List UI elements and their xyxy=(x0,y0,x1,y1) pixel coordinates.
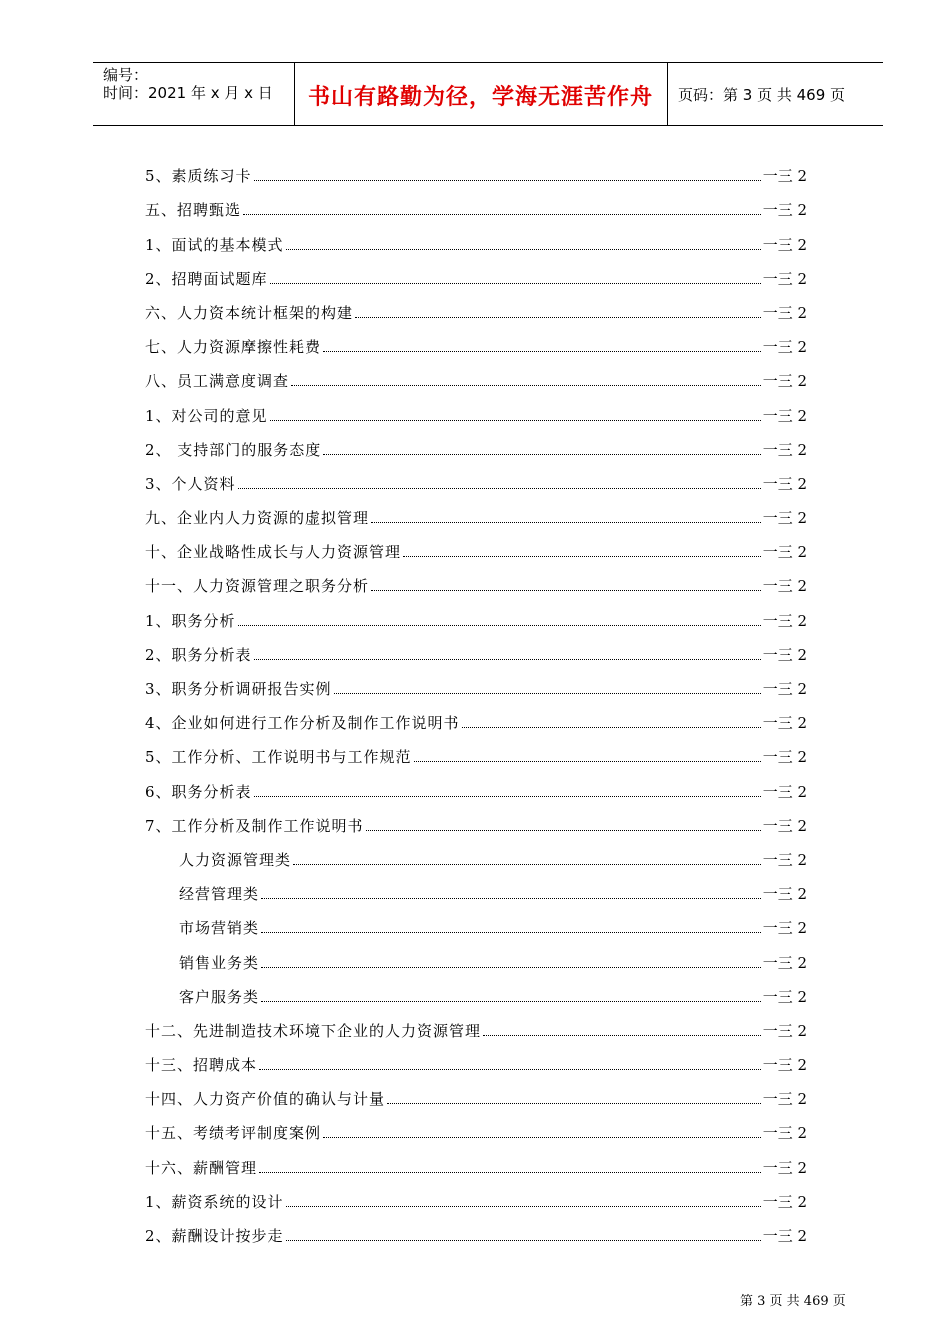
dot-leader xyxy=(238,625,761,626)
toc-entry-title: 经营管理类 xyxy=(179,885,260,904)
dot-leader xyxy=(254,180,761,181)
dot-leader xyxy=(259,1172,761,1173)
toc-entry[interactable] xyxy=(145,562,807,596)
dot-leader xyxy=(291,385,761,386)
toc-entry-title: 五、招聘甄选 xyxy=(145,201,242,220)
toc-entry[interactable] xyxy=(145,1075,807,1109)
toc-entry-page: 一三 2 xyxy=(762,1158,807,1177)
toc-entry-page: 一三 2 xyxy=(762,782,807,801)
toc-entry-title: 十五、考绩考评制度案例 xyxy=(145,1124,322,1143)
toc-entry-page: 一三 2 xyxy=(762,269,807,288)
toc-entry-page: 一三 2 xyxy=(762,714,807,733)
toc-entry-title: 5、素质练习卡 xyxy=(145,167,252,186)
toc-entry-page: 一三 2 xyxy=(762,1021,807,1040)
toc-entry[interactable] xyxy=(145,220,807,254)
dot-leader xyxy=(261,967,761,968)
toc-entry-page: 一三 2 xyxy=(762,338,807,357)
toc-entry-title: 1、薪资系统的设计 xyxy=(145,1192,284,1211)
toc-entry-page: 一三 2 xyxy=(762,850,807,869)
dot-leader xyxy=(293,864,761,865)
dot-leader xyxy=(366,830,761,831)
toc-entry[interactable] xyxy=(145,1041,807,1075)
toc-entry-page: 一三 2 xyxy=(762,577,807,596)
dot-leader xyxy=(261,1001,761,1002)
time-label: 时间：2021 年 x 月 x 日 xyxy=(103,84,273,102)
toc-entry[interactable] xyxy=(145,1212,807,1246)
header-page-info: 页码：第 3 页 共 469 页 xyxy=(678,86,846,104)
dot-leader xyxy=(403,556,761,557)
toc-entry[interactable] xyxy=(145,802,807,836)
toc-entry[interactable] xyxy=(145,255,807,289)
toc-entry-page: 一三 2 xyxy=(762,680,807,698)
dot-leader xyxy=(238,488,761,489)
toc-entry-title: 七、人力资源摩擦性耗费 xyxy=(145,338,322,357)
toc-entry[interactable] xyxy=(145,186,807,220)
dot-leader xyxy=(261,932,761,933)
toc-entry-title: 6、职务分析表 xyxy=(145,782,252,801)
dot-leader xyxy=(371,590,761,591)
dot-leader xyxy=(254,659,761,660)
toc-entry[interactable] xyxy=(145,973,807,1007)
toc-entry-page: 一三 2 xyxy=(762,919,807,938)
dot-leader xyxy=(270,420,761,421)
dot-leader xyxy=(323,351,761,352)
toc-entry-page: 一三 2 xyxy=(762,167,807,186)
toc-entry-page: 一三 2 xyxy=(762,987,807,1006)
toc-entry[interactable] xyxy=(145,699,807,733)
toc-entry-title: 2、薪酬设计按步走 xyxy=(145,1227,284,1245)
toc-entry-page: 一三 2 xyxy=(762,1192,807,1211)
toc-entry[interactable] xyxy=(145,767,807,801)
toc-entry-title: 3、职务分析调研报告实例 xyxy=(145,680,332,698)
serial-label: 编号： xyxy=(103,66,149,84)
toc-entry[interactable] xyxy=(145,596,807,630)
toc-entry-page: 一三 2 xyxy=(762,645,807,664)
toc-entry[interactable] xyxy=(145,289,807,323)
toc-entry-title: 十、企业战略性成长与人力资源管理 xyxy=(145,543,402,562)
toc-entry[interactable] xyxy=(145,733,807,767)
toc-entry-page: 一三 2 xyxy=(762,440,807,459)
dot-leader xyxy=(323,454,760,455)
toc-entry-page: 一三 2 xyxy=(762,1227,807,1245)
toc-entry-title: 十一、人力资源管理之职务分析 xyxy=(145,577,370,596)
dot-leader xyxy=(462,727,761,728)
dot-leader xyxy=(483,1035,761,1036)
dot-leader xyxy=(355,317,761,318)
footer-page-info: 第 3 页 共 469 页 xyxy=(740,1294,846,1309)
dot-leader xyxy=(286,1206,761,1207)
toc-entry[interactable] xyxy=(145,391,807,425)
toc-entry-page: 一三 2 xyxy=(762,611,807,630)
table-of-contents xyxy=(145,152,807,1246)
toc-entry-title: 十二、先进制造技术环境下企业的人力资源管理 xyxy=(145,1021,482,1040)
toc-entry[interactable] xyxy=(145,938,807,972)
header-right-cell xyxy=(668,63,883,125)
toc-entry-title: 六、人力资本统计框架的构建 xyxy=(145,303,354,322)
toc-entry-page: 一三 2 xyxy=(762,303,807,322)
toc-entry[interactable] xyxy=(145,460,807,494)
toc-entry-title: 十三、招聘成本 xyxy=(145,1056,258,1075)
toc-entry-title: 1、面试的基本模式 xyxy=(145,235,284,254)
toc-entry-page: 一三 2 xyxy=(762,509,807,528)
dot-leader xyxy=(254,796,761,797)
toc-entry[interactable] xyxy=(145,870,807,904)
toc-entry-page: 一三 2 xyxy=(762,1124,807,1143)
toc-entry[interactable] xyxy=(145,665,807,699)
dot-leader xyxy=(414,761,761,762)
toc-entry-page: 一三 2 xyxy=(762,748,807,767)
toc-entry[interactable] xyxy=(145,323,807,357)
dot-leader xyxy=(243,214,761,215)
dot-leader xyxy=(323,1137,761,1138)
toc-entry-title: 十四、人力资产价值的确认与计量 xyxy=(145,1090,386,1109)
toc-entry-page: 一三 2 xyxy=(762,816,807,835)
toc-entry-page: 一三 2 xyxy=(762,1056,807,1075)
dot-leader xyxy=(334,693,761,694)
dot-leader xyxy=(259,1069,761,1070)
toc-entry-page: 一三 2 xyxy=(762,201,807,220)
toc-entry[interactable] xyxy=(145,1007,807,1041)
toc-entry[interactable] xyxy=(145,1109,807,1143)
toc-entry[interactable] xyxy=(145,631,807,665)
toc-entry-page: 一三 2 xyxy=(762,885,807,904)
page-header xyxy=(93,62,883,126)
toc-entry-title: 八、员工满意度调查 xyxy=(145,372,290,391)
toc-entry[interactable] xyxy=(145,357,807,391)
toc-entry-title: 1、职务分析 xyxy=(145,611,236,630)
toc-entry[interactable] xyxy=(145,1143,807,1177)
toc-entry[interactable] xyxy=(145,494,807,528)
toc-entry-page: 一三 2 xyxy=(762,235,807,254)
dot-leader xyxy=(261,898,761,899)
toc-entry[interactable] xyxy=(145,1178,807,1212)
dot-leader xyxy=(387,1103,761,1104)
dot-leader xyxy=(286,1240,761,1241)
toc-entry-page: 一三 2 xyxy=(762,1090,807,1109)
toc-entry[interactable] xyxy=(145,904,807,938)
toc-entry-page: 一三 2 xyxy=(762,953,807,972)
toc-entry-title: 3、个人资料 xyxy=(145,474,236,493)
toc-entry-title: 市场营销类 xyxy=(179,919,260,938)
header-center-cell xyxy=(294,63,668,125)
toc-entry-title: 2、招聘面试题库 xyxy=(145,269,268,288)
dot-leader xyxy=(286,249,761,250)
toc-entry-page: 一三 2 xyxy=(762,372,807,391)
toc-entry-page: 一三 2 xyxy=(762,543,807,562)
toc-entry[interactable] xyxy=(145,426,807,460)
toc-entry-title: 5、工作分析、工作说明书与工作规范 xyxy=(145,748,412,767)
dot-leader xyxy=(371,522,761,523)
toc-entry[interactable] xyxy=(145,528,807,562)
toc-entry-page: 一三 2 xyxy=(762,406,807,425)
toc-entry-title: 客户服务类 xyxy=(179,987,260,1006)
toc-entry-title: 人力资源管理类 xyxy=(179,850,292,869)
toc-entry-title: 7、工作分析及制作工作说明书 xyxy=(145,816,364,835)
toc-entry-title: 销售业务类 xyxy=(179,953,260,972)
toc-entry-title: 九、企业内人力资源的虚拟管理 xyxy=(145,509,370,528)
toc-entry-title: 2、职务分析表 xyxy=(145,645,252,664)
header-left-cell xyxy=(93,63,295,125)
toc-entry-title: 十六、薪酬管理 xyxy=(145,1158,258,1177)
toc-entry[interactable] xyxy=(145,836,807,870)
toc-entry-page: 一三 2 xyxy=(762,474,807,493)
toc-entry[interactable] xyxy=(145,152,807,186)
header-motto: 书山有路勤为径，学海无涯苦作舟 xyxy=(307,85,653,110)
toc-entry-title: 2、 支持部门的服务态度 xyxy=(145,440,322,459)
dot-leader xyxy=(270,283,761,284)
toc-entry-title: 4、企业如何进行工作分析及制作工作说明书 xyxy=(145,714,460,733)
toc-entry-title: 1、对公司的意见 xyxy=(145,406,268,425)
